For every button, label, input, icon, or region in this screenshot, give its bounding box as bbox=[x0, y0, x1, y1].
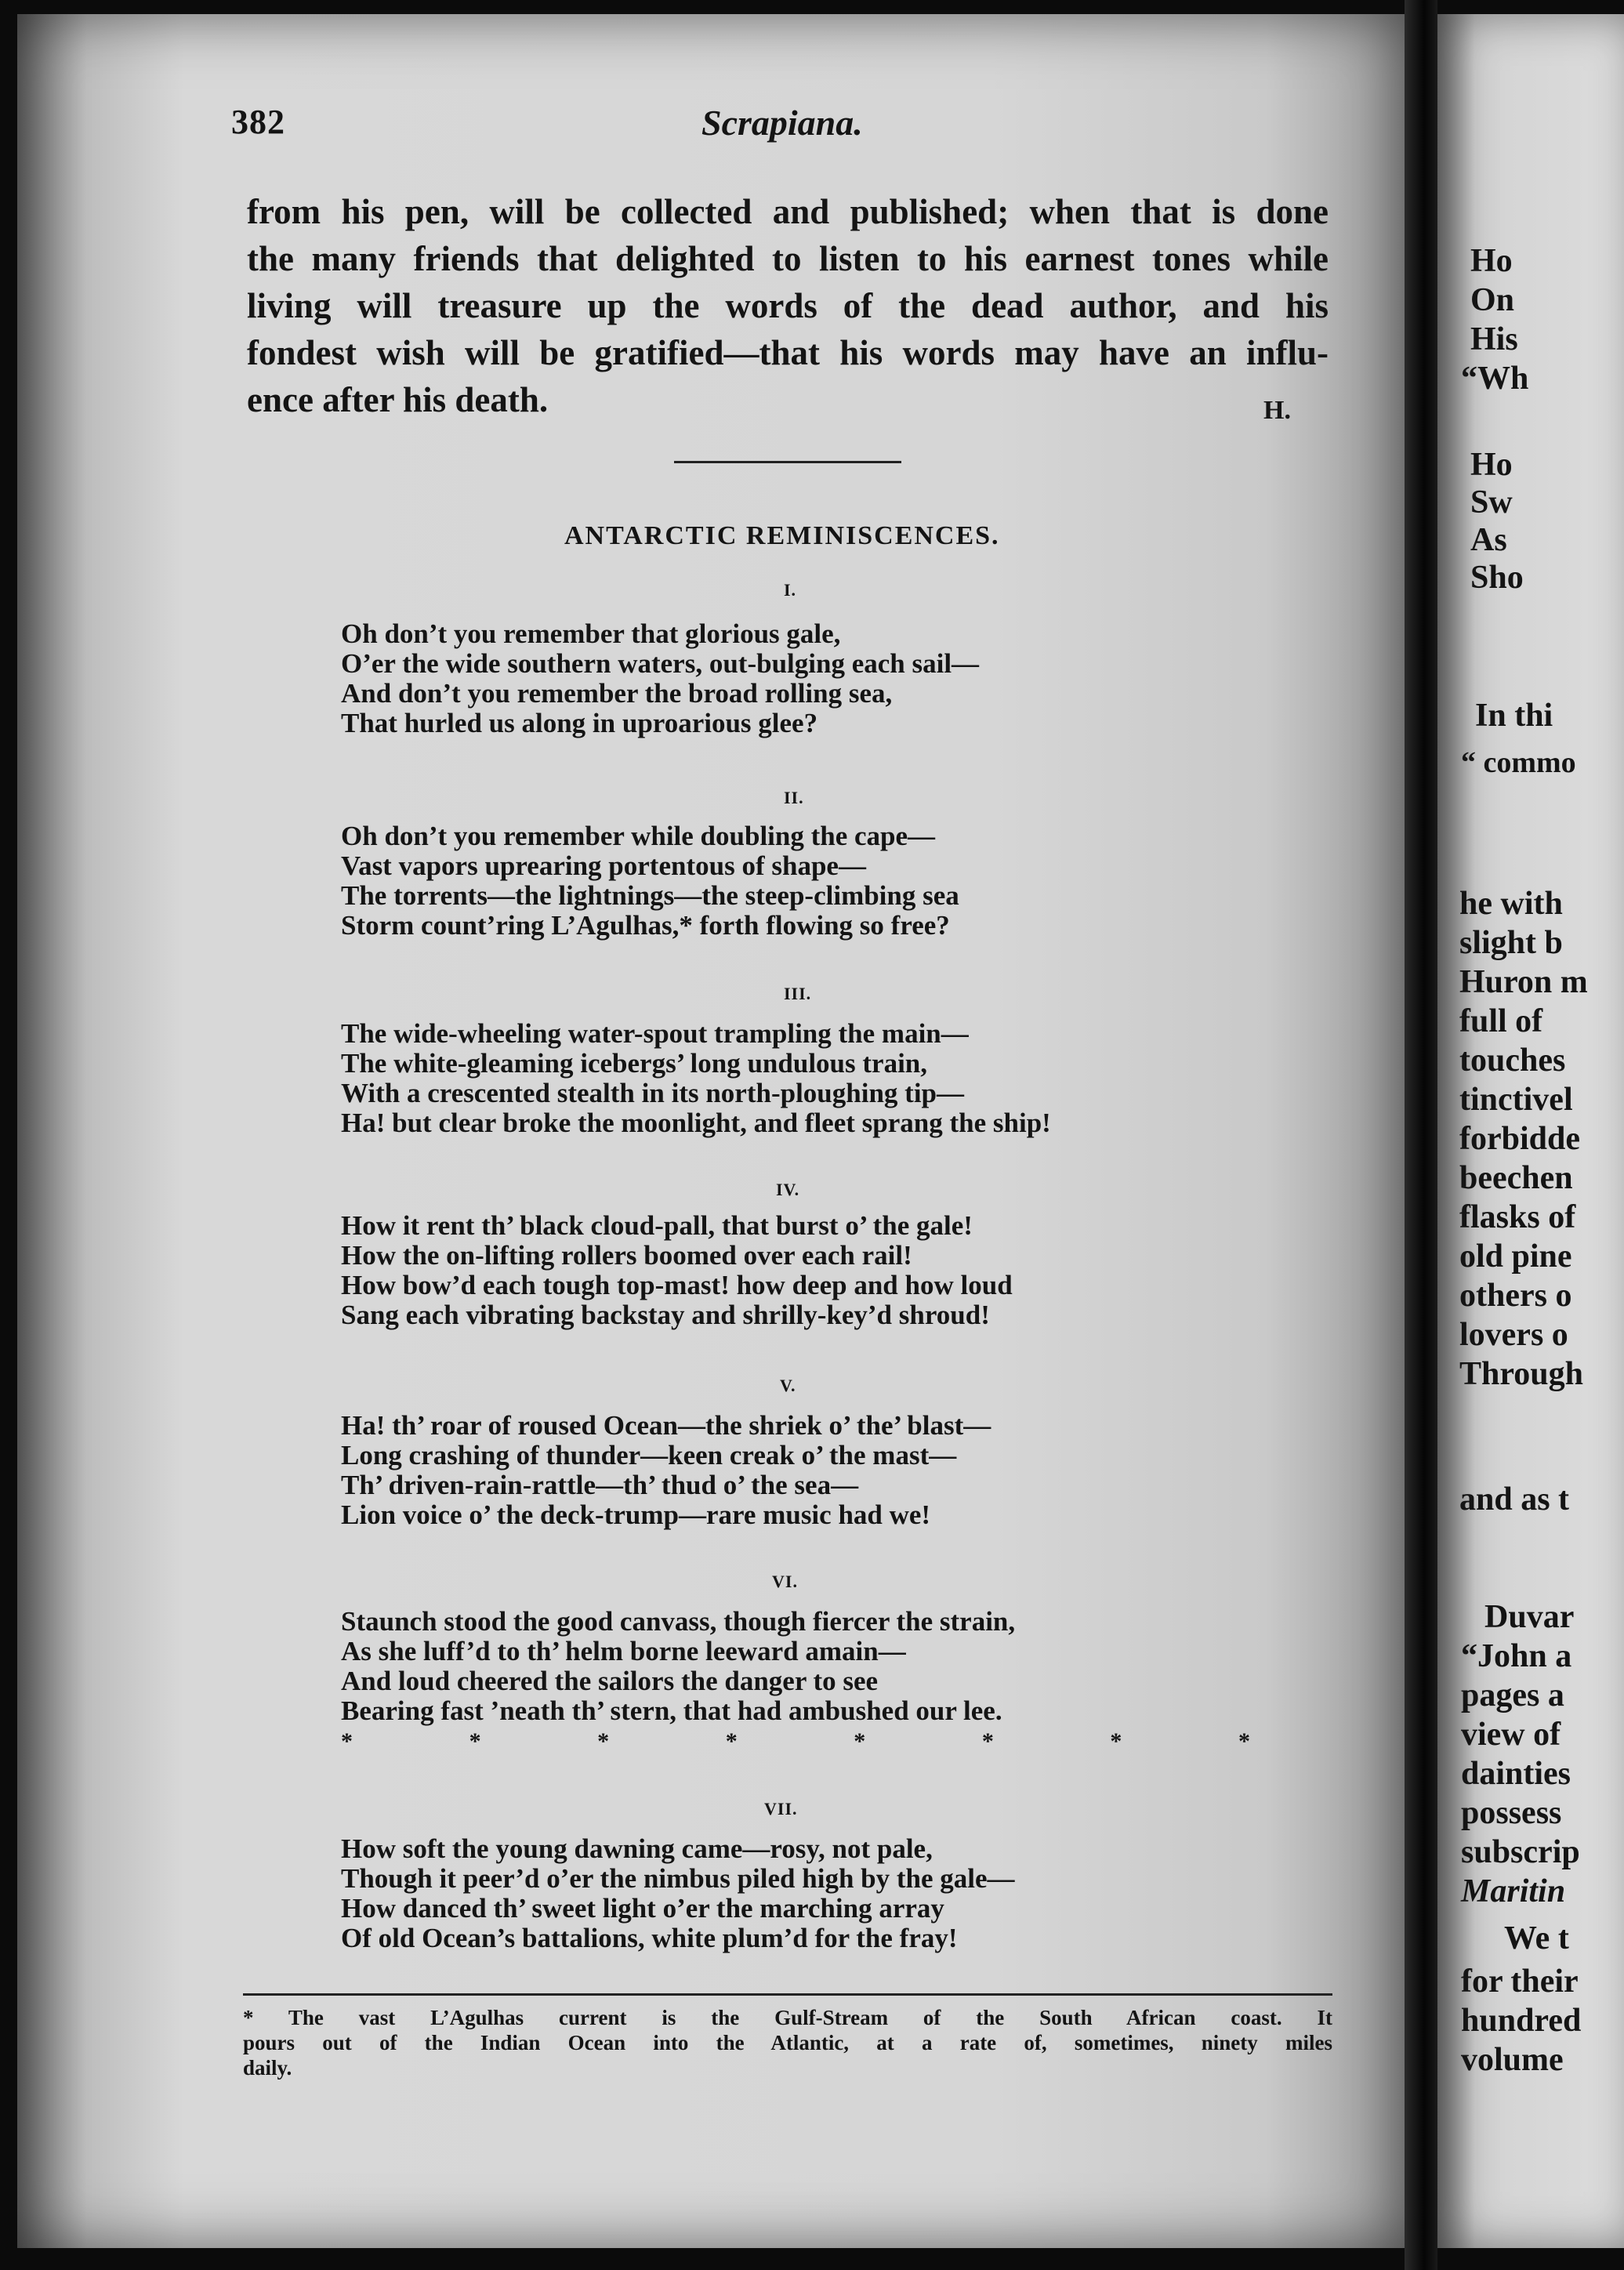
verse-line: Oh don’t you remember while doubling the cape— bbox=[341, 821, 936, 851]
text-fragment: Sw bbox=[1470, 484, 1513, 520]
text-fragment: “Wh bbox=[1461, 361, 1529, 397]
stanza bbox=[341, 821, 959, 941]
text-fragment: On bbox=[1470, 282, 1515, 318]
page-header bbox=[231, 102, 1329, 157]
text-fragment: pages a bbox=[1461, 1677, 1564, 1713]
book-gutter bbox=[1405, 0, 1437, 2270]
text-fragment: “ commo bbox=[1461, 746, 1576, 779]
stanza-number: IV. bbox=[776, 1180, 800, 1199]
verse-line: Ha! but clear broke the moonlight, and fleet sprang the ship! bbox=[341, 1108, 1051, 1138]
section-divider bbox=[674, 461, 901, 463]
prose-paragraph bbox=[247, 188, 1329, 423]
asterism bbox=[341, 1728, 1250, 1755]
verse-line: The wide-wheeling water-spout trampling the main— bbox=[341, 1018, 969, 1049]
right-page bbox=[1437, 14, 1624, 2248]
verse-line: Bearing fast ’neath th’ stern, that had ambushed our lee. bbox=[341, 1695, 1002, 1726]
text-fragment: possess bbox=[1461, 1795, 1562, 1831]
text-fragment: others o bbox=[1459, 1278, 1572, 1314]
verse-line: Oh don’t you remember that glorious gale, bbox=[341, 618, 841, 649]
text-fragment: for their bbox=[1461, 1964, 1579, 2000]
stanza bbox=[341, 1607, 1015, 1726]
verse-line: O’er the wide southern waters, out-bulging each sail— bbox=[341, 648, 980, 679]
verse-line: The torrents—the lightnings—the steep-climbing sea bbox=[341, 880, 959, 911]
asterisk: * bbox=[981, 1728, 994, 1754]
verse-line: How danced th’ sweet light o’er the marching array bbox=[341, 1893, 944, 1924]
asterisk: * bbox=[1238, 1728, 1250, 1754]
prose-line: from his pen, will be collected and published; when that is done bbox=[247, 192, 1329, 231]
text-fragment: and as t bbox=[1459, 1481, 1570, 1518]
stanza-number: III. bbox=[784, 984, 812, 1003]
text-fragment: Through bbox=[1459, 1356, 1583, 1392]
verse-line: How the on-lifting rollers boomed over each rail! bbox=[341, 1240, 912, 1271]
asterisk: * bbox=[725, 1728, 738, 1754]
stanza bbox=[341, 1019, 1051, 1138]
text-fragment: dainties bbox=[1461, 1756, 1571, 1792]
verse-line: Ha! th’ roar of roused Ocean—the shriek o’ the’ blast— bbox=[341, 1410, 991, 1441]
stanza bbox=[341, 1411, 991, 1530]
verse-line: How bow’d each tough top-mast! how deep and how loud bbox=[341, 1270, 1013, 1300]
stanza-number: VII. bbox=[764, 1799, 798, 1819]
verse-line: And don’t you remember the broad rolling sea, bbox=[341, 678, 893, 709]
footnote-rule bbox=[243, 1993, 1332, 1996]
text-fragment: Maritin bbox=[1461, 1873, 1566, 1909]
asterisk: * bbox=[854, 1728, 866, 1754]
verse-line: Lion voice o’ the deck-trump—rare music had we! bbox=[341, 1499, 931, 1530]
text-fragment: As bbox=[1470, 522, 1507, 558]
text-fragment: touches bbox=[1459, 1043, 1566, 1079]
stanza-number: VI. bbox=[772, 1572, 798, 1591]
verse-line: Though it peer’d o’er the nimbus piled high by the gale— bbox=[341, 1863, 1015, 1894]
text-fragment: old pine bbox=[1459, 1238, 1572, 1275]
verse-line: And loud cheered the sailors the danger to see bbox=[341, 1666, 879, 1696]
text-fragment: slight b bbox=[1459, 925, 1563, 961]
text-fragment: volume bbox=[1461, 2042, 1564, 2078]
text-fragment: flasks of bbox=[1459, 1199, 1576, 1235]
stanza-number: II. bbox=[784, 788, 804, 807]
asterisk: * bbox=[341, 1728, 353, 1754]
text-fragment: Sho bbox=[1470, 560, 1524, 596]
text-fragment: hundred bbox=[1461, 2003, 1582, 2039]
verse-line: Vast vapors uprearing portentous of shape— bbox=[341, 850, 866, 881]
text-fragment: Duvar bbox=[1484, 1599, 1575, 1635]
text-fragment: subscrip bbox=[1461, 1834, 1580, 1870]
asterisk: * bbox=[1110, 1728, 1122, 1754]
stanza bbox=[341, 1211, 1013, 1330]
text-fragment: In thi bbox=[1475, 698, 1553, 734]
text-fragment: “John a bbox=[1461, 1638, 1572, 1674]
footnote-line: * The vast L’Agulhas current is the Gulf-Stream of the South African coast. It bbox=[243, 2006, 1332, 2029]
text-fragment: forbidde bbox=[1459, 1121, 1581, 1157]
text-fragment: he with bbox=[1459, 886, 1563, 922]
verse-line: Of old Ocean’s battalions, white plum’d for the fray! bbox=[341, 1923, 958, 1953]
verse-line: The white-gleaming icebergs’ long undulous train, bbox=[341, 1048, 928, 1079]
stanza-number: V. bbox=[780, 1376, 796, 1395]
asterisk: * bbox=[469, 1728, 481, 1754]
verse-line: How soft the young dawning came—rosy, not pale, bbox=[341, 1833, 933, 1864]
footnote-line: daily. bbox=[243, 2056, 292, 2080]
text-fragment: beechen bbox=[1459, 1160, 1573, 1196]
text-fragment: lovers o bbox=[1459, 1317, 1568, 1353]
text-fragment: Ho bbox=[1470, 447, 1513, 483]
text-fragment: full of bbox=[1459, 1003, 1543, 1039]
footnote bbox=[243, 2005, 1332, 2080]
verse-line: Storm count’ring L’Agulhas,* forth flowing so free? bbox=[341, 910, 950, 941]
page-number: 382 bbox=[231, 103, 285, 141]
verse-line: Sang each vibrating backstay and shrilly-key’d shroud! bbox=[341, 1300, 990, 1330]
footnote-line: pours out of the Indian Ocean into the Atlantic, at a rate of, sometimes, ninety miles bbox=[243, 2031, 1332, 2054]
prose-line: living will treasure up the words of the dead author, and his bbox=[247, 286, 1329, 325]
text-fragment: Huron m bbox=[1459, 964, 1588, 1000]
stanza bbox=[341, 619, 979, 738]
prose-line: fondest wish will be gratified—that his words may have an influ- bbox=[247, 333, 1329, 372]
text-fragment: tinctivel bbox=[1459, 1082, 1573, 1118]
verse-line: How it rent th’ black cloud-pall, that burst o’ the gale! bbox=[341, 1210, 973, 1241]
text-fragment: view of bbox=[1461, 1717, 1561, 1753]
stanza bbox=[341, 1834, 1015, 1953]
verse-line: Staunch stood the good canvass, though fiercer the strain, bbox=[341, 1606, 1016, 1637]
text-fragment: We t bbox=[1504, 1920, 1569, 1956]
verse-line: That hurled us along in uproarious glee? bbox=[341, 708, 818, 738]
text-fragment: Ho bbox=[1470, 243, 1513, 279]
stanza-number: I. bbox=[784, 580, 797, 600]
verse-line: Long crashing of thunder—keen creak o’ the mast— bbox=[341, 1440, 957, 1470]
author-signature: H. bbox=[1263, 396, 1291, 425]
poem-title: ANTARCTIC REMINISCENCES. bbox=[564, 521, 1000, 550]
verse-line: As she luff’d to th’ helm borne leeward amain— bbox=[341, 1636, 906, 1666]
running-head: Scrapiana. bbox=[701, 103, 863, 143]
text-fragment: His bbox=[1470, 321, 1518, 357]
verse-line: With a crescented stealth in its north-ploughing tip— bbox=[341, 1078, 965, 1108]
prose-line: ence after his death. bbox=[247, 380, 549, 419]
prose-line: the many friends that delighted to listen to his earnest tones while bbox=[247, 239, 1329, 278]
verse-line: Th’ driven-rain-rattle—th’ thud o’ the sea— bbox=[341, 1470, 859, 1500]
asterisk: * bbox=[597, 1728, 610, 1754]
